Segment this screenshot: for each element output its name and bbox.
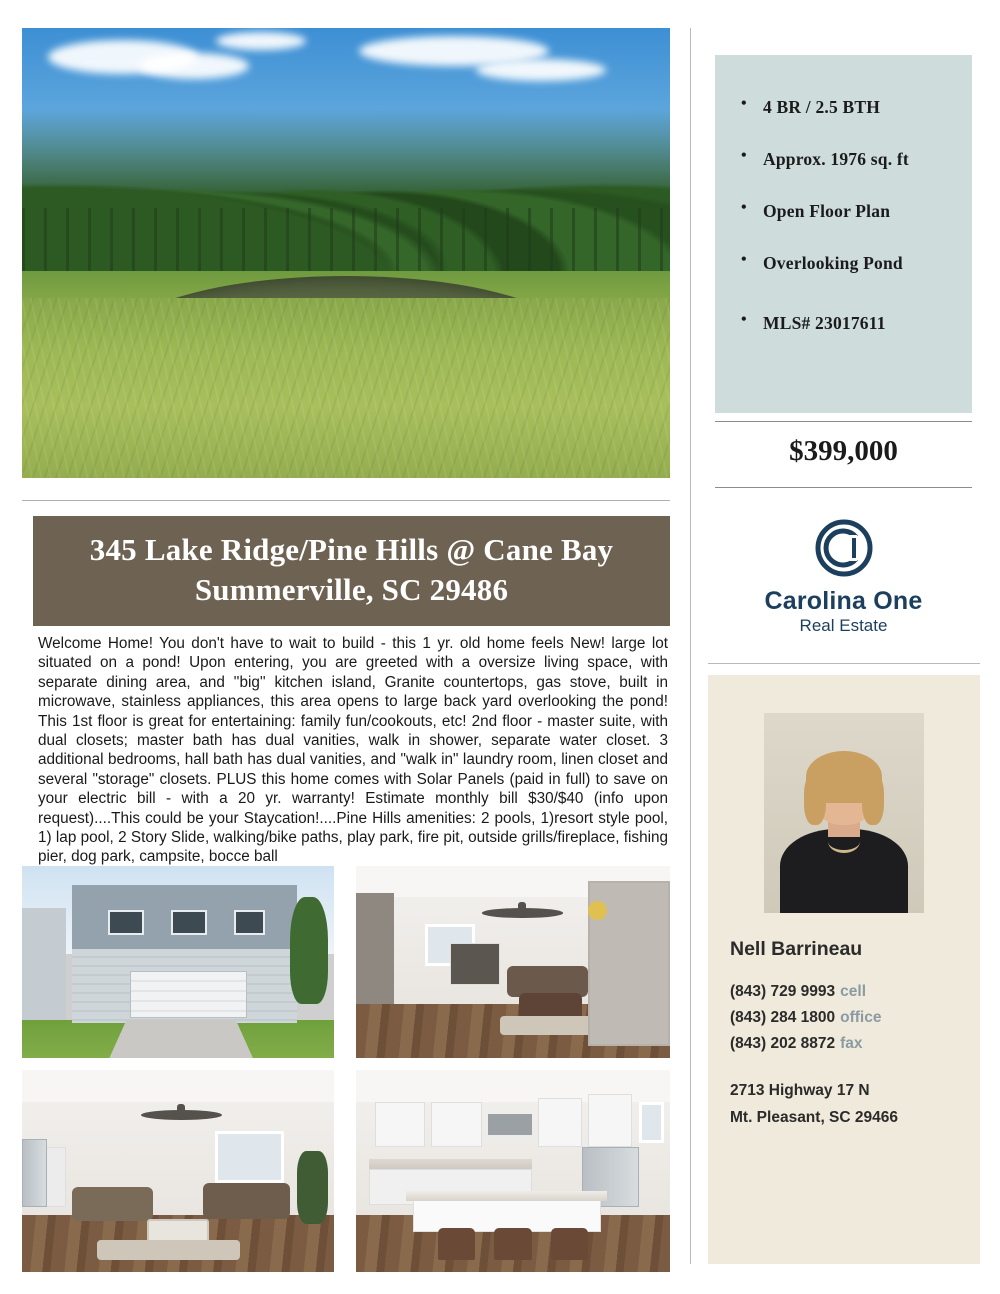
cabinet bbox=[450, 943, 500, 985]
upper-cabinet bbox=[538, 1098, 582, 1146]
window bbox=[639, 1102, 664, 1142]
window bbox=[215, 1131, 284, 1184]
window bbox=[171, 910, 207, 935]
microwave bbox=[488, 1114, 532, 1134]
wall-return bbox=[356, 893, 394, 1004]
fact-item: • Overlooking Pond bbox=[763, 253, 954, 274]
upper-cabinet bbox=[588, 1094, 632, 1147]
cloud-shape bbox=[476, 59, 606, 81]
house-body bbox=[72, 885, 297, 1023]
ceiling-fan bbox=[482, 908, 564, 918]
living-room-wide-photo bbox=[356, 866, 670, 1058]
cloud-shape bbox=[139, 53, 249, 79]
agent-phone-fax[interactable] bbox=[730, 1035, 863, 1053]
agent-address-line1: 2713 Highway 17 N bbox=[730, 1082, 870, 1099]
divider bbox=[715, 421, 972, 422]
wall-decor bbox=[588, 901, 607, 920]
fact-item: • Approx. 1976 sq. ft bbox=[763, 149, 954, 170]
phone-number: (843) 202 8872 bbox=[730, 1035, 836, 1052]
plant bbox=[297, 1151, 328, 1224]
agent-phone-cell[interactable] bbox=[730, 983, 866, 1001]
listing-price: $399,000 bbox=[789, 435, 898, 467]
bar-stool bbox=[494, 1228, 532, 1260]
phone-number: (843) 284 1800 bbox=[730, 1009, 836, 1026]
listing-right-column bbox=[690, 0, 1000, 1294]
circle-c-logo-icon bbox=[814, 518, 874, 578]
garage-door bbox=[130, 971, 247, 1018]
phone-number: (843) 729 9993 bbox=[730, 983, 836, 1000]
hero-property-photo bbox=[22, 28, 670, 478]
listing-description: Welcome Home! You don't have to wait to build - this 1 yr. old home feels New! large lot situated on a pond! Upon entering, you are greeted with a oversize living space, with separate dining area, and ''big'' kitchen island, Granite countertops, gas stove, built in microwave, stainless appliances, this area opens to large back yard overlooking the pond! This 1st floor is great for entertaining: family fun/cookouts, etc! 2nd floor - master suite, with dual closets; master bath has dual vanities, walk in shower, separate water closet. 3 additional bedrooms, hall bath has dual vanities, and "walk in" laundry room, linen closet and several "storage" closets. PLUS this home comes with Solar Panels (paid in full) to save on your electric bill - with a 20 yr. warranty! Estimate monthly bill $30/$40 (info upon request)....This could be your Staycation!....Pine Hills amenities: 2 pools, 1)resort style pool, 1) lap pool, 2 Story Slide, walking/bike paths, play park, fire pit, outside grills/fireplace, fishing pier, dog park, campsite, bocce ball bbox=[38, 635, 668, 866]
phone-type-label: cell bbox=[840, 983, 866, 1000]
headshot-necklace bbox=[828, 830, 860, 853]
phone-type-label: office bbox=[840, 1009, 882, 1026]
brokerage-brand bbox=[715, 518, 972, 636]
upper-cabinet bbox=[375, 1102, 425, 1146]
fact-item: • 4 BR / 2.5 BTH bbox=[763, 97, 954, 118]
agent-info-panel bbox=[708, 675, 980, 1264]
window bbox=[234, 910, 265, 935]
listing-title-banner bbox=[33, 516, 670, 626]
agent-address-line2: Mt. Pleasant, SC 29466 bbox=[730, 1109, 898, 1126]
sofa bbox=[72, 1187, 153, 1221]
kitchen-island-photo bbox=[356, 1070, 670, 1272]
neighbor-house bbox=[22, 908, 66, 1019]
sofa bbox=[507, 966, 589, 997]
listing-address-line2: Summerville, SC 29486 bbox=[194, 572, 509, 607]
agent-phone-office[interactable] bbox=[730, 1009, 881, 1027]
brand-name: Carolina One bbox=[764, 587, 923, 615]
headshot-hair-right bbox=[862, 773, 884, 825]
living-room-seating-photo bbox=[22, 1070, 334, 1272]
agent-headshot bbox=[764, 713, 924, 913]
phone-type-label: fax bbox=[840, 1035, 863, 1052]
listing-address-line1: 345 Lake Ridge/Pine Hills @ Cane Bay bbox=[89, 532, 614, 567]
cloud-shape bbox=[216, 32, 306, 50]
exterior-front-photo bbox=[22, 866, 334, 1058]
countertop bbox=[369, 1159, 532, 1169]
brand-tagline: Real Estate bbox=[799, 616, 888, 635]
key-facts-list bbox=[715, 55, 972, 334]
island-countertop bbox=[406, 1191, 607, 1201]
rug bbox=[97, 1240, 241, 1260]
headshot-hair-left bbox=[804, 773, 826, 825]
ceiling bbox=[22, 1070, 334, 1102]
divider bbox=[715, 487, 972, 488]
agent-name: Nell Barrineau bbox=[730, 938, 863, 960]
grass-texture bbox=[22, 298, 670, 478]
upper-cabinet bbox=[431, 1102, 481, 1146]
tree bbox=[290, 897, 327, 1005]
driveway bbox=[109, 1020, 253, 1058]
bar-stool bbox=[438, 1228, 476, 1260]
key-facts-box bbox=[715, 55, 972, 413]
divider bbox=[22, 500, 670, 501]
bar-stool bbox=[551, 1228, 589, 1260]
refrigerator bbox=[22, 1139, 47, 1208]
window bbox=[108, 910, 144, 935]
fact-item: • Open Floor Plan bbox=[763, 201, 954, 222]
fact-item-mls: • MLS# 23017611 bbox=[763, 313, 954, 334]
loveseat bbox=[203, 1183, 290, 1219]
divider bbox=[708, 663, 980, 664]
